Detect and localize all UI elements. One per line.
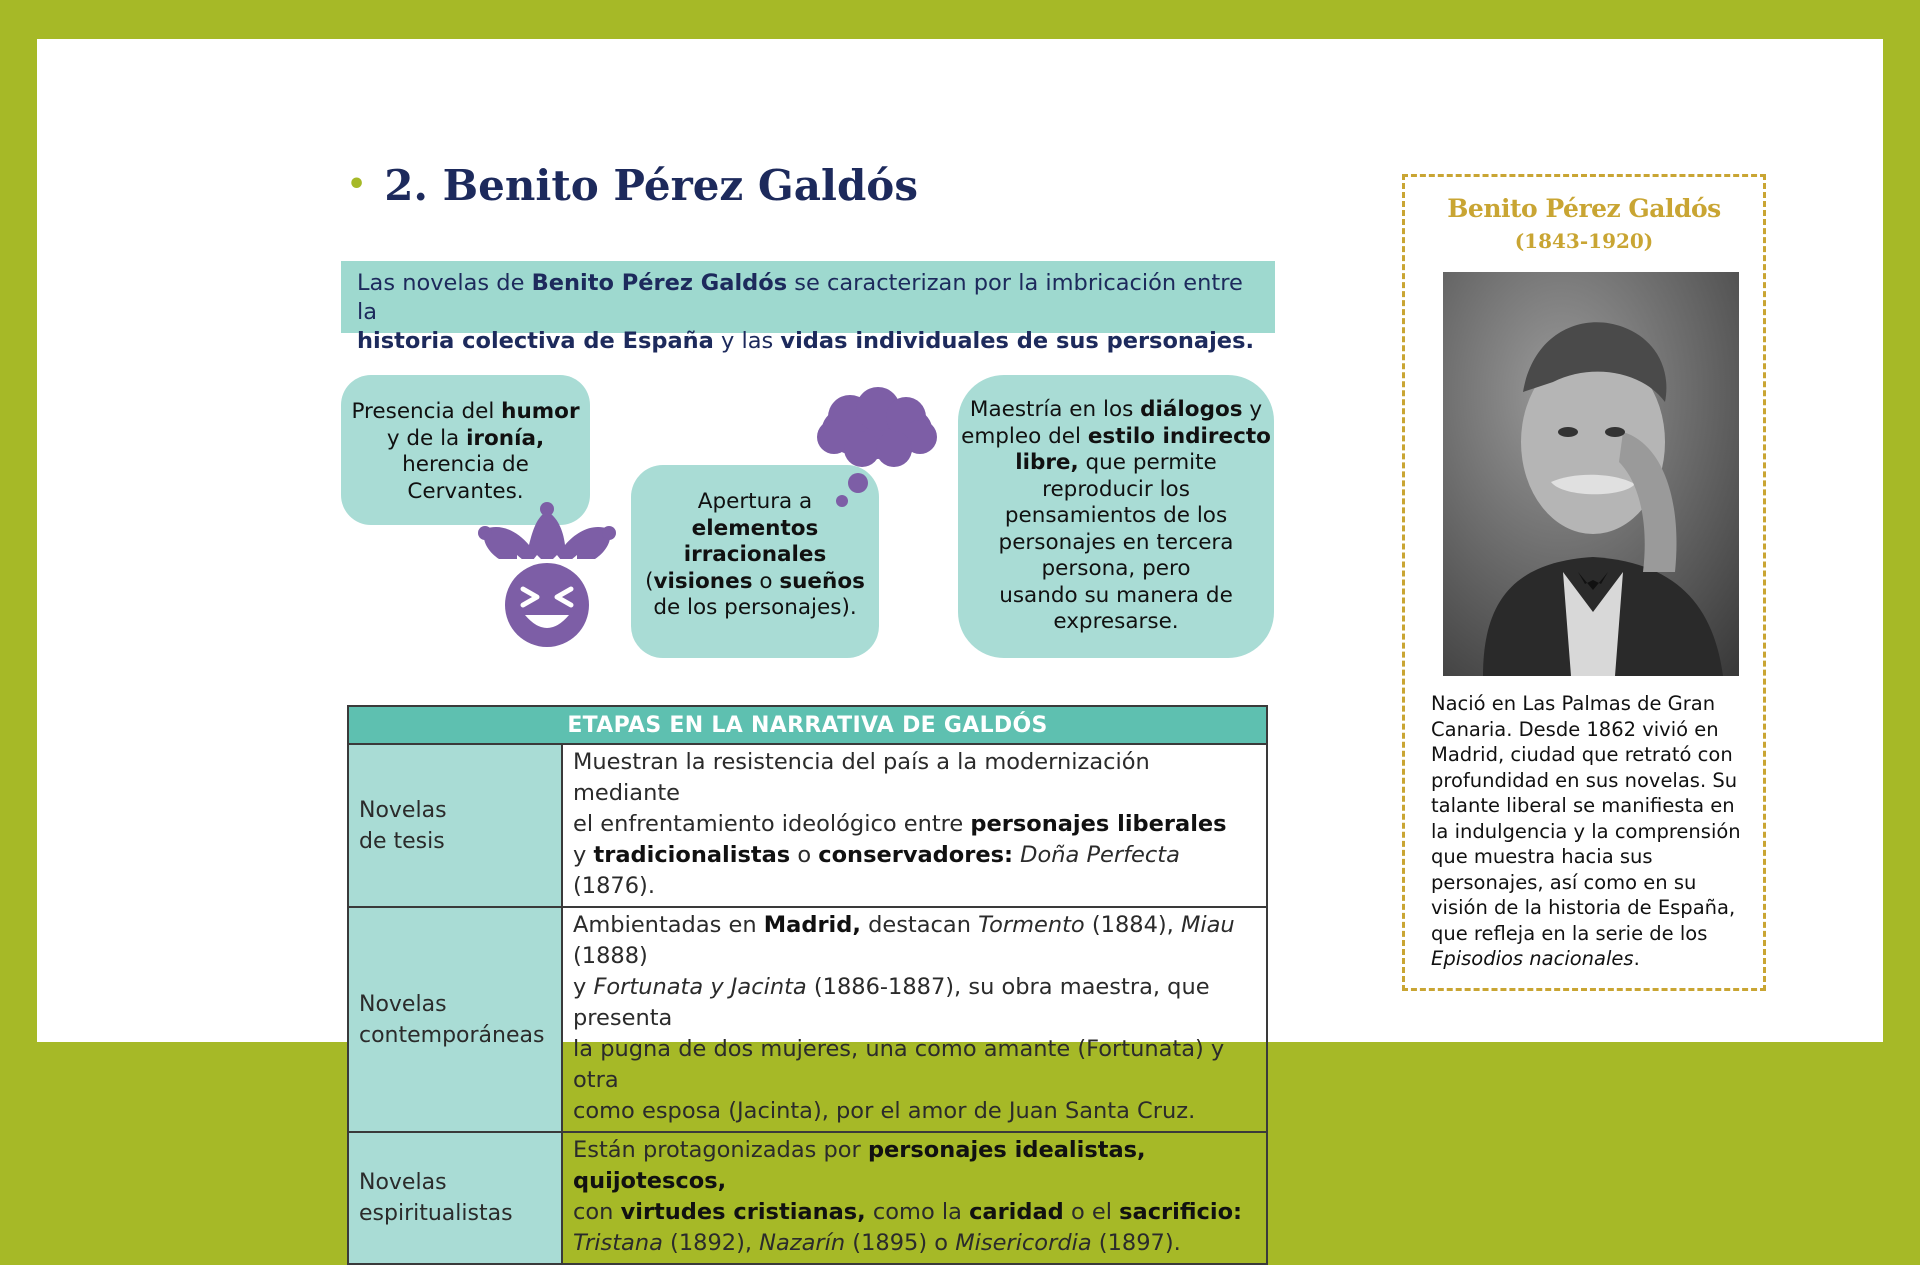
bubble-text: pensamientos de los (1004, 503, 1228, 528)
dialogue-bubble (958, 375, 1274, 658)
desc-italic: Tristana (573, 1230, 663, 1256)
slide (37, 39, 1883, 1256)
author-card (1402, 174, 1766, 991)
bubble-bold: diálogos (1140, 397, 1243, 422)
desc-text: como esposa (Jacinta), por el amor de Juan Santa Cruz. (573, 1098, 1196, 1124)
row-label-text: Novelas (359, 797, 447, 823)
desc-text: y (573, 842, 594, 868)
stages-table (347, 705, 1268, 1265)
intro-box (341, 261, 1275, 354)
desc-bold: Madrid, (763, 912, 861, 938)
bio-text: Nació en Las Palmas de Gran Canaria. Desde 1862 vivió en Madrid, ciudad que retrató con profundidad en sus novelas. Su talante liberal se manifiesta en la indulgencia y la comprensión que muestra hacia sus personajes, así como en su visión de la historia de España, que refleja en la serie de los (1431, 692, 1741, 945)
bubble-text: Presencia del (351, 399, 502, 424)
bubble-text: ( (645, 568, 654, 594)
desc-italic: Miau (1180, 912, 1235, 938)
desc-italic: Misericordia (955, 1230, 1092, 1256)
author-portrait (1443, 272, 1739, 676)
row-label (348, 907, 562, 1132)
desc-text: y (573, 974, 594, 1000)
author-name: Benito Pérez Galdós (1447, 194, 1721, 223)
row-label-text: Novelas (359, 991, 447, 1017)
desc-italic: Nazarín (759, 1230, 846, 1256)
bubble-bold: humor (501, 399, 580, 424)
desc-text: (1876). (573, 873, 655, 899)
table-row (348, 744, 1267, 907)
desc-text: (1897). (1091, 1230, 1181, 1256)
desc-bold: conservadores: (818, 842, 1013, 868)
row-label-text: espiritualistas (359, 1201, 513, 1226)
bubble-bold: irracionales (683, 542, 827, 567)
bubble-text: herencia de (402, 452, 529, 477)
desc-text: como la (865, 1199, 970, 1225)
desc-bold: virtudes cristianas, (620, 1199, 866, 1225)
row-description (562, 744, 1267, 907)
desc-bold: sacrificio: (1119, 1199, 1243, 1225)
intro-text: se caracterizan por la imbricación entre la (357, 270, 1243, 325)
bubble-text: persona, pero (1041, 556, 1191, 581)
bubble-text: y de la (386, 425, 467, 451)
row-label-text: Novelas (359, 1170, 447, 1195)
desc-italic: Doña Perfecta (1020, 842, 1180, 868)
intro-bold: vidas individuales de sus personajes. (780, 328, 1255, 354)
desc-text: Ambientadas en (573, 912, 764, 938)
bubble-bold: sueños (779, 568, 865, 594)
desc-text: Están protagonizadas por (573, 1137, 868, 1163)
desc-text: la pugna de dos mujeres, una como amante (Fortunata) y otra (573, 1036, 1225, 1093)
desc-bold: tradicionalistas (593, 842, 791, 868)
row-description (562, 907, 1267, 1132)
row-label-text: contemporáneas (359, 1022, 545, 1048)
title-bullet: • (347, 167, 367, 202)
desc-text: o el (1063, 1199, 1120, 1225)
bio-italic: Episodios nacionales (1431, 947, 1634, 970)
bubble-text: personajes en tercera (998, 529, 1234, 555)
page-title (347, 161, 918, 210)
bubble-text: Maestría en los (969, 397, 1141, 422)
bubble-text: y (1242, 397, 1263, 422)
bubble-text: Apertura a (697, 489, 813, 514)
desc-italic: Tormento (978, 912, 1085, 938)
intro-bold: historia colectiva de España (357, 328, 714, 354)
desc-text: (1884), (1084, 912, 1181, 938)
bubble-text: usando su manera de (999, 582, 1233, 608)
bubble-text: reproducir los (1042, 476, 1190, 502)
bubble-bold: estilo indirecto (1087, 423, 1271, 449)
desc-italic: Fortunata y Jacinta (593, 974, 807, 1000)
desc-text: Muestran la resistencia del país a la modernización mediante (573, 749, 1150, 806)
bubble-bold: elementos (691, 515, 819, 541)
intro-text: y las (713, 328, 781, 354)
row-label-text: de tesis (359, 828, 445, 854)
jester-icon (477, 489, 617, 649)
bubble-text: Cervantes. (407, 478, 524, 504)
bubble-text: expresarse. (1053, 609, 1179, 634)
bubble-bold: libre, (1015, 450, 1079, 475)
desc-text: (1888) (573, 943, 648, 969)
table-header: ETAPAS EN LA NARRATIVA DE GALDÓS (348, 706, 1267, 744)
table-row (348, 907, 1267, 1132)
bubble-text: de los personajes). (653, 595, 857, 620)
bio-text: . (1633, 947, 1640, 970)
bubble-bold: ironía, (466, 425, 545, 451)
table-row (348, 1132, 1267, 1264)
author-years: (1843-1920) (1514, 229, 1654, 253)
desc-bold: caridad (969, 1199, 1064, 1225)
desc-text: o (790, 842, 819, 868)
desc-text: (1892), (662, 1230, 760, 1256)
row-description (562, 1132, 1267, 1264)
desc-text: (1895) o (845, 1230, 956, 1256)
title-text: 2. Benito Pérez Galdós (384, 161, 918, 210)
bubble-text: o (752, 568, 780, 594)
bubble-text: empleo del (961, 423, 1088, 449)
desc-text: (1886-1887), su obra maestra, que presenta (573, 974, 1210, 1031)
desc-text: destacan (860, 912, 979, 938)
bubble-text: que permite (1078, 450, 1217, 475)
bubble-bold: visiones (653, 568, 753, 594)
desc-bold: personajes liberales (970, 811, 1227, 837)
row-label (348, 1132, 562, 1264)
intro-bold: Benito Pérez Galdós (531, 270, 788, 296)
intro-text: Las novelas de (357, 270, 532, 296)
desc-text: con (573, 1199, 621, 1225)
author-bio (1431, 691, 1751, 972)
row-label (348, 744, 562, 907)
desc-text: el enfrentamiento ideológico entre (573, 811, 971, 837)
desc-bold: personajes idealistas, quijotescos, (573, 1137, 1146, 1194)
thought-cloud-icon (812, 387, 942, 512)
